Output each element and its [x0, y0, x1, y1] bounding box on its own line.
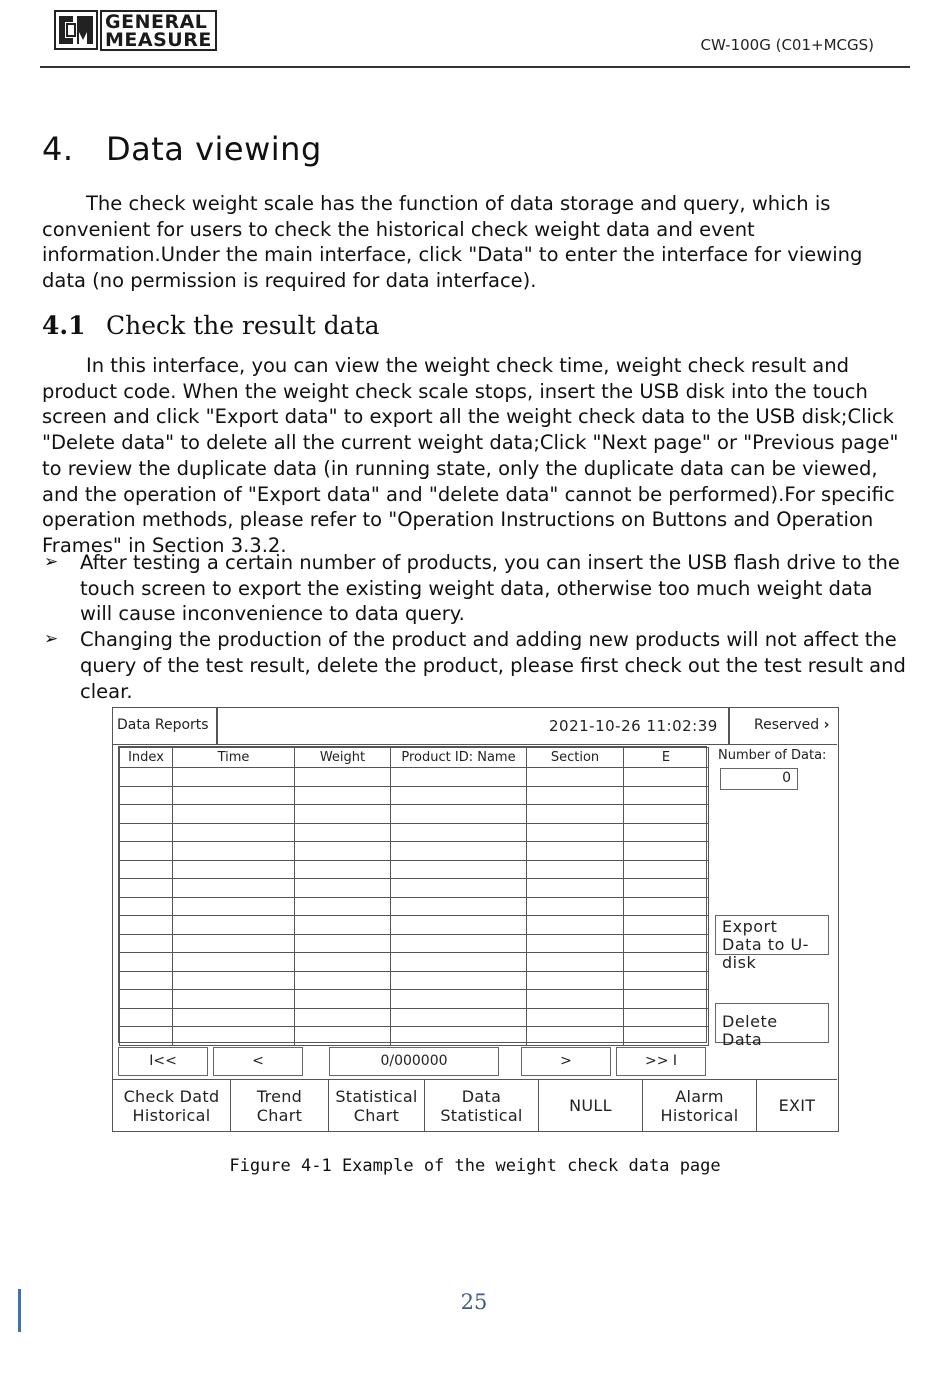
- table-cell: [173, 1027, 295, 1046]
- table-cell: [120, 934, 173, 953]
- table-cell: [391, 897, 527, 916]
- data-statistical-button[interactable]: Data Statistical: [425, 1080, 539, 1131]
- table-row[interactable]: [120, 1027, 709, 1046]
- alarm-historical-button[interactable]: Alarm Historical: [643, 1080, 757, 1131]
- table-row[interactable]: [120, 971, 709, 990]
- table-cell: [391, 953, 527, 972]
- table-cell: [295, 916, 391, 935]
- first-page-button[interactable]: I<<: [118, 1047, 208, 1076]
- table-cell: [624, 953, 709, 972]
- statistical-chart-button[interactable]: Statistical Chart: [329, 1080, 425, 1131]
- table-cell: [624, 768, 709, 787]
- table-cell: [120, 897, 173, 916]
- table-cell: [527, 879, 624, 898]
- column-header-time[interactable]: Time: [173, 748, 295, 768]
- section-title: Data viewing: [106, 130, 322, 168]
- table-row[interactable]: [120, 860, 709, 879]
- screen-top-bar: [113, 708, 837, 745]
- logo-wordmark: GENERAL MEASURE: [100, 10, 217, 51]
- table-cell: [527, 1027, 624, 1046]
- table-row[interactable]: [120, 768, 709, 787]
- arrow-bullet-icon: ➢: [44, 552, 59, 572]
- logo-emblem-icon: [54, 10, 98, 50]
- table-cell: [120, 953, 173, 972]
- arrow-bullet-icon: ➢: [44, 629, 59, 650]
- table-cell: [120, 842, 173, 861]
- table-cell: [173, 860, 295, 879]
- table-cell: [527, 823, 624, 842]
- bottom-nav-bar: [113, 1079, 837, 1131]
- table-cell: [120, 1027, 173, 1046]
- table-cell: [120, 786, 173, 805]
- table-cell: [624, 1008, 709, 1027]
- previous-page-button[interactable]: <: [213, 1047, 303, 1076]
- table-cell: [391, 879, 527, 898]
- data-reports-screen: [112, 707, 839, 1132]
- table-cell: [295, 786, 391, 805]
- figure-caption: Figure 4-1 Example of the weight check data page: [229, 1156, 721, 1176]
- table-header-row: [120, 748, 709, 768]
- delete-data-button[interactable]: Delete Data: [715, 1003, 829, 1043]
- column-header-e[interactable]: E: [624, 748, 709, 768]
- table-cell: [527, 897, 624, 916]
- table-row[interactable]: [120, 786, 709, 805]
- table-cell: [624, 916, 709, 935]
- table-row[interactable]: [120, 934, 709, 953]
- table-cell: [624, 786, 709, 805]
- exit-button[interactable]: EXIT: [778, 1096, 816, 1115]
- column-header-product-id[interactable]: Product ID: Name: [391, 748, 527, 768]
- table-cell: [295, 1008, 391, 1027]
- table-cell: [295, 879, 391, 898]
- table-cell: [391, 990, 527, 1009]
- subsection-title: Check the result data: [106, 311, 380, 340]
- table-cell: [527, 934, 624, 953]
- trend-chart-button[interactable]: Trend Chart: [231, 1080, 329, 1131]
- table-cell: [120, 823, 173, 842]
- table-cell: [391, 934, 527, 953]
- table-cell: [120, 1008, 173, 1027]
- table-cell: [295, 860, 391, 879]
- bullet-list: [42, 550, 910, 704]
- table-cell: [624, 990, 709, 1009]
- table-cell: [391, 768, 527, 787]
- table-cell: [173, 990, 295, 1009]
- table-cell: [173, 953, 295, 972]
- table-cell: [173, 823, 295, 842]
- document-code: CW-100G (C01+MCGS): [700, 36, 874, 54]
- page-counter: 0/000000: [329, 1047, 499, 1076]
- table-cell: [391, 823, 527, 842]
- table-cell: [391, 805, 527, 824]
- table-cell: [295, 971, 391, 990]
- table-cell: [527, 786, 624, 805]
- page-header: [40, 10, 910, 68]
- table-cell: [527, 768, 624, 787]
- table-cell: [391, 1027, 527, 1046]
- table-cell: [120, 860, 173, 879]
- next-page-button[interactable]: >: [521, 1047, 611, 1076]
- table-cell: [295, 990, 391, 1009]
- table-cell: [120, 971, 173, 990]
- table-cell: [527, 860, 624, 879]
- table-row[interactable]: [120, 1008, 709, 1027]
- table-row[interactable]: [120, 897, 709, 916]
- divider: [728, 708, 730, 744]
- table-cell: [173, 842, 295, 861]
- table-cell: [173, 768, 295, 787]
- table-row[interactable]: [120, 805, 709, 824]
- table-cell: [527, 916, 624, 935]
- page-number: 25: [460, 1290, 488, 1314]
- table-cell: [120, 805, 173, 824]
- section-number: 4.: [42, 130, 74, 168]
- table-cell: [391, 860, 527, 879]
- column-header-section[interactable]: Section: [527, 748, 624, 768]
- table-cell: [295, 934, 391, 953]
- subsection-heading: [42, 311, 380, 340]
- section-intro-paragraph: The check weight scale has the function of data storage and query, which is convenient for users to check the historical check weight data and event information.Under the main interface, click "Data" to enter the interface for viewing data (no permission is required for data interface).: [42, 192, 863, 293]
- table-cell: [173, 805, 295, 824]
- table-cell: [527, 1008, 624, 1027]
- table-cell: [391, 916, 527, 935]
- table-cell: [295, 953, 391, 972]
- table-cell: [391, 1008, 527, 1027]
- table-row[interactable]: [120, 823, 709, 842]
- table-cell: [624, 971, 709, 990]
- subsection-body-paragraph: In this interface, you can view the weight check time, weight check result and product code. When the weight check scale stops, insert the USB disk into the touch screen and click "Export data" to export all the weight check data to the USB disk;Click "Delete data" to delete all the current weight data;Click "Next page" or "Previous page" to review the duplicate data (in running state, only the duplicate data can be viewed, and the operation of "Export data" and "delete data" cannot be performed).For specific operation methods, please refer to "Operation Instructions on Buttons and Operation Frames" in Section 3.3.2.: [42, 354, 899, 557]
- table-cell: [624, 1027, 709, 1046]
- table-row[interactable]: [120, 990, 709, 1009]
- table-cell: [173, 1008, 295, 1027]
- table-cell: [624, 842, 709, 861]
- table-cell: [391, 786, 527, 805]
- list-item: ➢ After testing a certain number of products, you can insert the USB flash drive to the touch screen to export the existing weight data, otherwise too much weight data will cause inconvenience to data query.: [44, 551, 900, 626]
- table-cell: [624, 805, 709, 824]
- table-cell: [295, 768, 391, 787]
- number-of-data-label: Number of Data:: [718, 748, 827, 763]
- table-cell: [173, 934, 295, 953]
- table-cell: [624, 879, 709, 898]
- datetime-display: 2021-10-26 11:02:39: [549, 717, 718, 735]
- table-cell: [527, 842, 624, 861]
- column-header-weight[interactable]: Weight: [295, 748, 391, 768]
- table-cell: [120, 768, 173, 787]
- table-cell: [295, 1027, 391, 1046]
- table-body: [120, 768, 709, 1046]
- table-cell: [391, 842, 527, 861]
- table-cell: [173, 879, 295, 898]
- screen-title: Data Reports: [117, 717, 209, 733]
- column-header-index[interactable]: Index: [120, 748, 173, 768]
- null-button[interactable]: NULL: [539, 1080, 643, 1131]
- company-logo: [54, 10, 224, 50]
- table-cell: [527, 990, 624, 1009]
- table-row[interactable]: [120, 916, 709, 935]
- number-of-data-field: 0: [720, 768, 798, 790]
- table-cell: [173, 786, 295, 805]
- table-cell: [295, 805, 391, 824]
- table-cell: [120, 990, 173, 1009]
- table-row[interactable]: [120, 879, 709, 898]
- chevron-right-icon: ›: [823, 717, 830, 733]
- table-cell: [120, 879, 173, 898]
- table-cell: [120, 916, 173, 935]
- table-cell: [295, 823, 391, 842]
- subsection-number: 4.1: [42, 311, 86, 340]
- table-cell: [173, 971, 295, 990]
- table-cell: [295, 897, 391, 916]
- table-cell: [527, 953, 624, 972]
- table-cell: [173, 916, 295, 935]
- last-page-button[interactable]: >> I: [616, 1047, 706, 1076]
- reserved-button[interactable]: Reserved ›: [754, 717, 830, 733]
- table-cell: [624, 823, 709, 842]
- check-data-historical-button[interactable]: Check Datd Historical: [113, 1080, 231, 1131]
- table-cell: [527, 805, 624, 824]
- table-cell: [173, 897, 295, 916]
- table-cell: [295, 842, 391, 861]
- export-data-button[interactable]: Export Data to U-disk: [715, 915, 829, 955]
- list-item: ➢ Changing the production of the product and adding new products will not affect the query of the test result, delete the product, please first check out the test result and clear.: [44, 628, 906, 703]
- divider: [216, 708, 218, 744]
- section-heading: [42, 130, 322, 168]
- table-row[interactable]: [120, 842, 709, 861]
- table-cell: [527, 971, 624, 990]
- table-row[interactable]: [120, 953, 709, 972]
- table-cell: [391, 971, 527, 990]
- table-cell: [624, 860, 709, 879]
- data-table: [118, 746, 707, 1043]
- table-cell: [624, 934, 709, 953]
- table-cell: [624, 897, 709, 916]
